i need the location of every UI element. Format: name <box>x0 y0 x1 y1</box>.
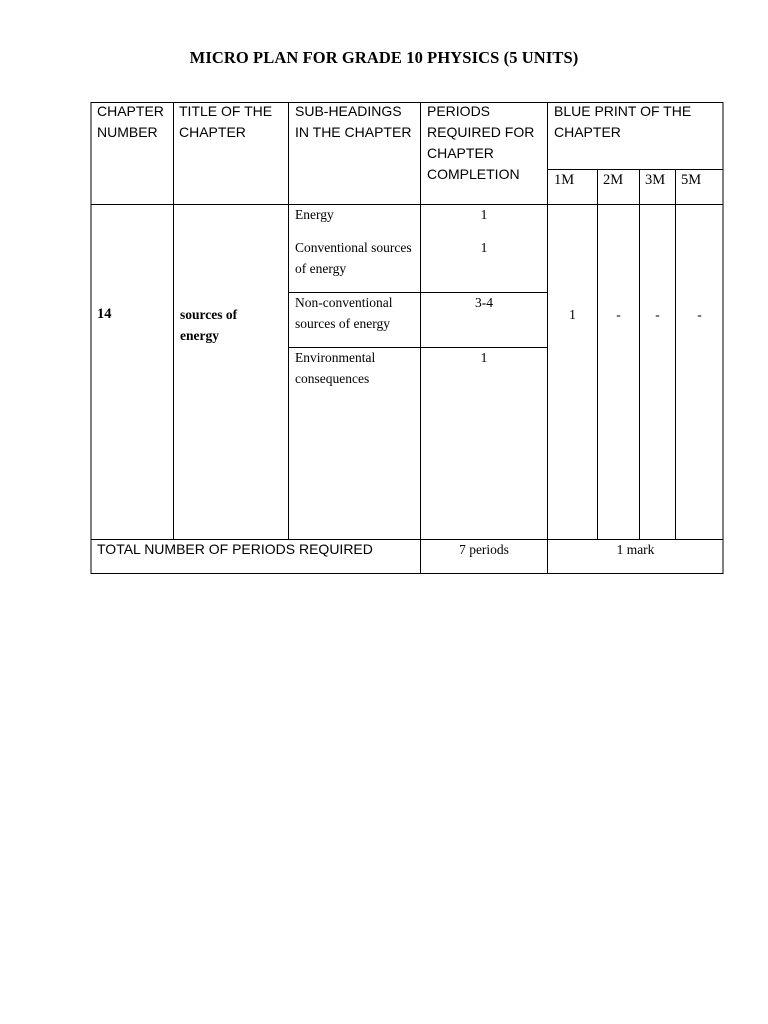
blueprint-2m-value: - <box>616 307 621 322</box>
page-title: MICRO PLAN FOR GRADE 10 PHYSICS (5 UNITS) <box>189 48 579 67</box>
subheading-energy: Energy <box>295 207 334 222</box>
header-mark-5m: 5M <box>681 172 702 188</box>
blueprint-1m-value: 1 <box>569 307 576 322</box>
total-periods: 7 periods <box>459 542 509 557</box>
header-chapter-number: CHAPTER NUMBER <box>97 103 164 140</box>
blueprint-3m-value: - <box>655 307 660 322</box>
header-title-of-chapter: TITLE OF THE CHAPTER <box>179 103 273 140</box>
subheading-environmental: Environmental consequences <box>295 350 376 386</box>
periods-non-conventional: 3-4 <box>475 295 493 310</box>
chapter-title: sources of energy <box>180 307 238 343</box>
header-mark-3m: 3M <box>645 172 666 188</box>
subheading-non-conventional: Non-conventional sources of energy <box>295 295 393 331</box>
header-mark-2m: 2M <box>603 172 624 188</box>
chapter-number: 14 <box>97 306 112 322</box>
periods-energy: 1 <box>480 207 488 222</box>
periods-environmental: 1 <box>480 350 488 365</box>
header-blue-print: BLUE PRINT OF THE CHAPTER <box>554 103 692 140</box>
total-label: TOTAL NUMBER OF PERIODS REQUIRED <box>97 541 373 557</box>
periods-conventional: 1 <box>480 240 488 255</box>
blueprint-5m-value: - <box>697 307 702 322</box>
subheading-conventional: Conventional sources of energy <box>295 240 412 276</box>
header-mark-1m: 1M <box>554 172 575 188</box>
header-periods-required: PERIODS REQUIRED FOR CHAPTER COMPLETION <box>427 103 535 182</box>
total-marks: 1 mark <box>616 542 655 557</box>
header-sub-headings: SUB-HEADINGS IN THE CHAPTER <box>295 103 412 140</box>
